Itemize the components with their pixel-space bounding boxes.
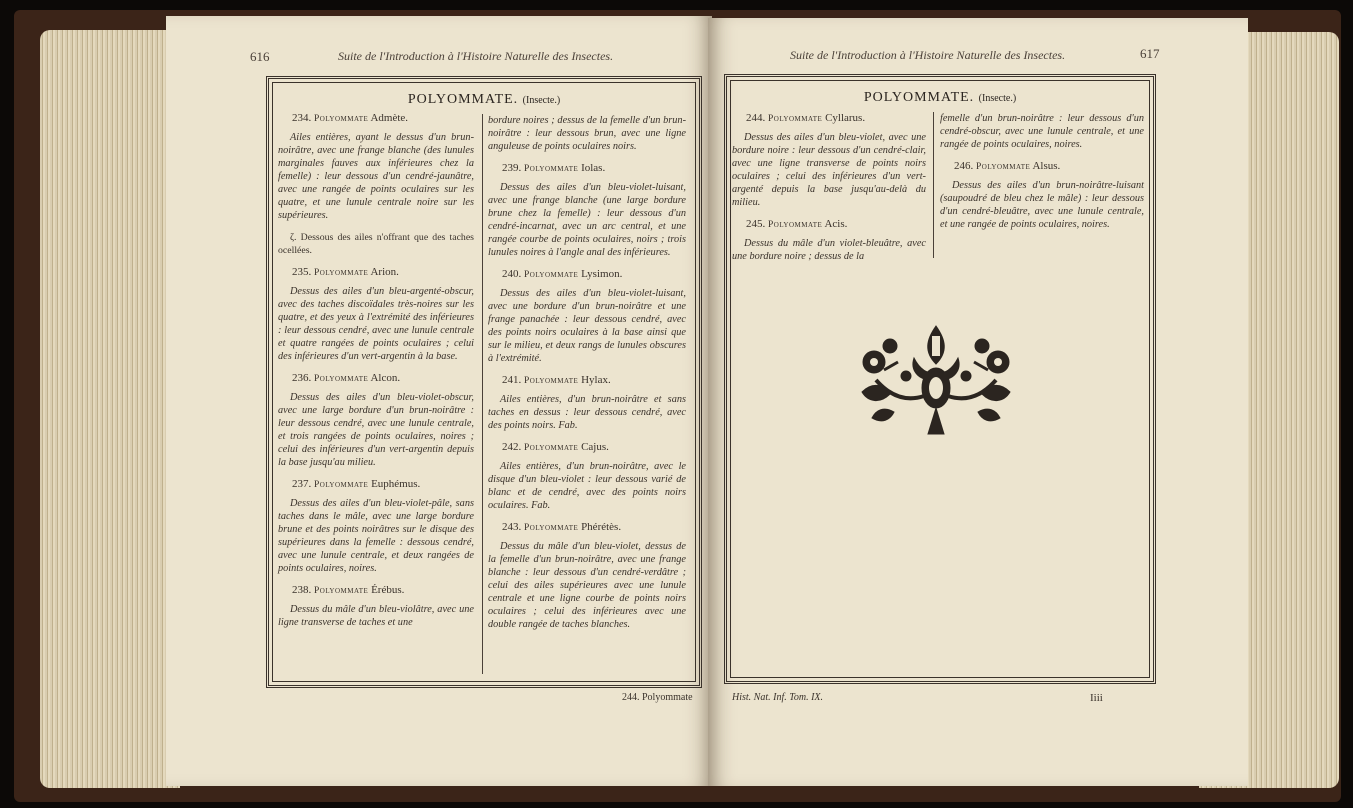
entry-234: 234. Polyommate Admète. Ailes entières, ayant le dessus d'un brun-noirâtre, avec une frange blanche (des lunules marginales fauves aux inférieures chez la femelle) : leur dessous d'un cendré-jaunâtre, avec une rangée de points oculaires sur les quatre, et une lunule centrale noire sur les supérieures. — [278, 112, 474, 221]
signature-mark: Hist. Nat. Inf. Tom. IX. — [732, 692, 824, 703]
entry-238: 238. Polyommate Érébus. Dessus du mâle d'un bleu-violâtre, avec une ligne transverse de taches et une — [278, 584, 474, 628]
column-rule — [933, 112, 934, 258]
entry-244: 244. Polyommate Cyllarus. Dessus des ailes d'un bleu-violet, avec une bordure noire : leur dessous d'un cendré-clair, avec une ligne transverse de points noirs oculaires ; celui des inférieures d'un vert-argenté depuis la base jusqu'au-delà du milieu. — [732, 112, 926, 208]
entry-245: 245. Polyommate Acis. Dessus du mâle d'un violet-bleuâtre, avec une bordure noire ; dessus de la — [732, 218, 926, 262]
left-page — [166, 16, 712, 786]
page-title: POLYOMMATE. (Insecte.) — [407, 92, 561, 107]
page-number: 617 — [1140, 46, 1160, 61]
page-title: POLYOMMATE. (Insecte.) — [863, 90, 1017, 105]
entry-240: 240. Polyommate Lysimon. Dessus des ailes d'un bleu-violet-luisant, avec une bordure d'un brun-noirâtre et une frange panachée : leur dessous cendré, avec des points noirs oculaires à la base ainsi que sur le milieu, et deux rangs de lunules obscures à l'extrémité. — [488, 268, 686, 364]
entry-238-continued: bordure noires ; dessus de la femelle d'un brun-noirâtre : leur dessous brun, avec une ligne anguleuse de points oculaires noirs. — [488, 115, 686, 152]
entry-237: 237. Polyommate Euphémus. Dessus des ailes d'un bleu-violet-pâle, sans taches dans le mâle, avec une large bordure brune et des points noirâtres sur le disque des supérieures dans la femelle : dessous cendré, avec une lunule centrale, et deux rangées de points oculaires, noires. — [278, 478, 474, 574]
entry-243: 243. Polyommate Phérétès. Dessus du mâle d'un bleu-violet, dessus de la femelle d'un brun-noirâtre, avec une frange blanche : leur dessous d'un cendré-verdâtre ; celui des ailes supérieures avec une lunule centrale et une ligne courbe de points noirs oculaires ; celui des inférieures avec une double rangée de taches blanches. — [488, 521, 686, 630]
section-note: ζ. Dessous des ailes n'offrant que des taches ocellées. — [278, 232, 474, 256]
entry-246: 246. Polyommate Alsus. Dessus des ailes d'un brun-noirâtre-luisant (saupoudré de bleu chez le mâle) : leur dessous d'un cendré-bleuâtre, avec une lunule centrale, et une rangée de points oculaires, noires. — [940, 160, 1144, 230]
column-rule — [482, 114, 483, 674]
running-head: Suite de l'Introduction à l'Histoire Naturelle des Insectes. — [790, 48, 1066, 62]
catchword: 244. Polyommate — [622, 692, 693, 703]
gathering-mark: Iiii — [1090, 692, 1103, 704]
entry-239: 239. Polyommate Iolas. Dessus des ailes d'un bleu-violet-luisant, avec une frange blanche (une large bordure brune chez la femelle) : leur dessous d'un cendré-incarnat, avec un arc central, et une rangée courbe de points oculaires, noirs ; trois lunules noires à l'angle anal des inférieures. — [488, 162, 686, 258]
page-number: 616 — [250, 49, 270, 64]
right-column-2 — [940, 112, 1144, 240]
floral-ornament-icon — [854, 318, 1018, 436]
left-page-stack — [40, 30, 180, 788]
left-column-1 — [278, 112, 474, 638]
right-column-1 — [732, 112, 926, 272]
entry-241: 241. Polyommate Hylax. Ailes entières, d'un brun-noirâtre et sans taches en dessus : leur dessous cendré, avec des points noirs. Fab. — [488, 374, 686, 431]
right-page — [708, 18, 1248, 786]
entry-236: 236. Polyommate Alcon. Dessus des ailes d'un bleu-violet-obscur, avec une large bordure d'un brun-noirâtre : leur dessous cendré, avec une lunule centrale, et trois rangées de points oculaires, noires ; celui des inférieures d'un vert-argentin depuis la base jusqu'au milieu. — [278, 372, 474, 468]
left-column-2 — [488, 114, 686, 640]
entry-242: 242. Polyommate Cajus. Ailes entières, d'un brun-noirâtre, avec le disque d'un bleu-violet : leur dessous varié de blanc et de cendré, avec des points noirs oculaires. Fab. — [488, 441, 686, 511]
running-head: Suite de l'Introduction à l'Histoire Naturelle des Insectes. — [338, 49, 614, 63]
entry-235: 235. Polyommate Arion. Dessus des ailes d'un bleu-argenté-obscur, avec des taches discoïdales très-noires sur les quatre, et des yeux à l'extrémité des inférieures : leur dessous cendré, avec une lunule centrale et quatre rangées de points oculaires ; celui des inférieures d'un vert-argentin à la base. — [278, 266, 474, 362]
entry-245-continued: femelle d'un brun-noirâtre : leur dessous d'un cendré-obscur, avec une lunule centrale, et une rangée de points oculaires, noires. — [940, 113, 1144, 150]
